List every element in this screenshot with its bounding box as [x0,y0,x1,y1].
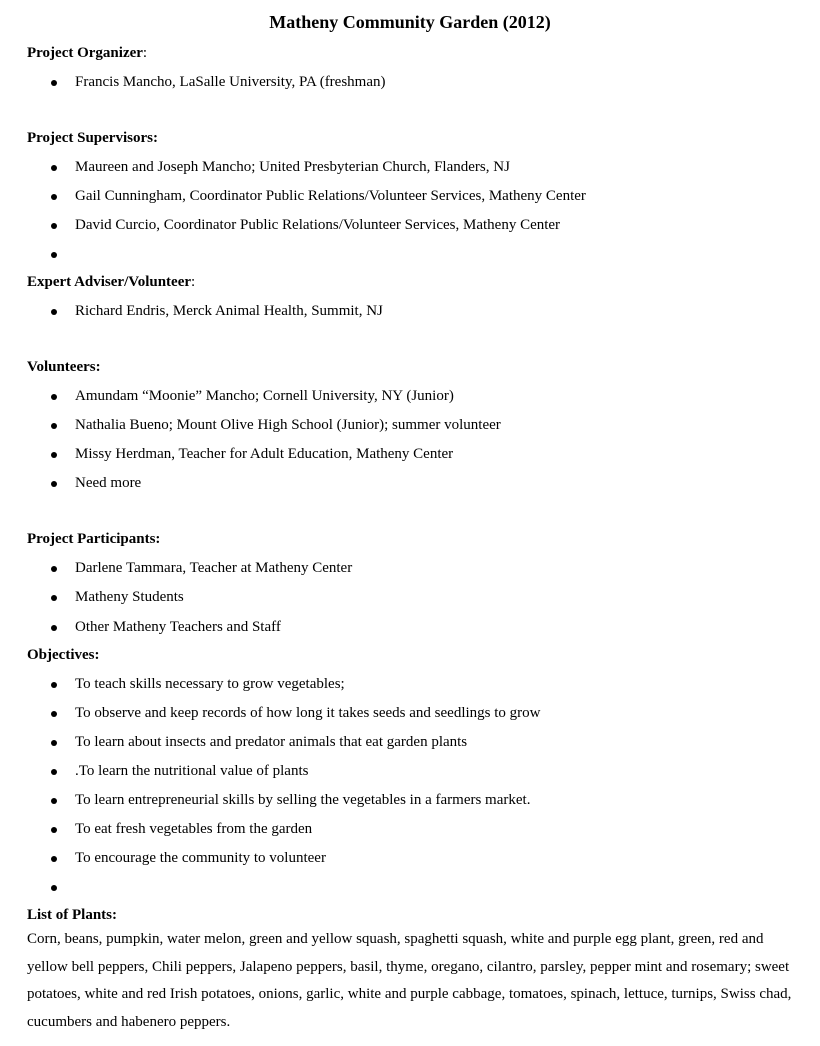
volunteer-item: Missy Herdman, Teacher for Adult Education, Matheny Center [75,446,454,462]
bullet-icon [51,423,57,429]
bullet-icon [51,566,57,572]
adviser-heading [27,274,195,291]
volunteer-item: Amundam “Moonie” Mancho; Cornell University, NY (Junior) [75,388,454,404]
bullet-icon [51,165,57,171]
participants-heading: Project Participants: [27,531,161,547]
volunteer-item: Need more [75,475,142,491]
supervisor-item: Gail Cunningham, Coordinator Public Relations/Volunteer Services, Matheny Center [75,188,586,204]
bullet-icon [51,827,57,833]
adviser-heading-text: Expert Adviser/Volunteer [27,274,192,290]
objectives-heading: Objectives: [27,647,100,663]
organizer-heading [27,45,147,62]
bullet-icon [51,885,57,891]
bullet-icon [51,394,57,400]
volunteers-heading: Volunteers: [27,359,101,375]
bullet-icon [51,252,57,258]
bullet-icon [51,481,57,487]
volunteer-item: Nathalia Bueno; Mount Olive High School (Junior); summer volunteer [75,417,501,433]
supervisor-item: David Curcio, Coordinator Public Relations/Volunteer Services, Matheny Center [75,217,561,233]
participant-item: Matheny Students [75,589,184,605]
bullet-icon [51,740,57,746]
objective-item: To learn about insects and predator animals that eat garden plants [75,734,468,750]
objective-item: To encourage the community to volunteer [75,850,326,866]
objective-item: .To learn the nutritional value of plants [75,763,309,779]
bullet-icon [51,625,57,631]
plants-paragraph: Corn, beans, pumpkin, water melon, green and yellow squash, spaghetti squash, white and purple egg plant, green, red and yellow bell peppers, Chili peppers, Jalapeno peppers, basil, thyme, oregano, cilantro, parsley, pepper mint and rosemary; sweet potatoes, white and red Irish potatoes, onions, garlic, white and purple cabbage, tomatoes, spinach, lettuce, turnips, Swiss chad, cucumbers and habenero peppers. [27,931,792,1030]
bullet-icon [51,452,57,458]
objective-item: To learn entrepreneurial skills by selling the vegetables in a farmers market. [75,792,531,808]
bullet-icon [51,798,57,804]
objective-item: To teach skills necessary to grow vegetables; [75,676,345,692]
participant-item: Other Matheny Teachers and Staff [75,619,281,635]
bullet-icon [51,80,57,86]
bullet-icon [51,711,57,717]
adviser-heading-colon: : [191,274,196,290]
organizer-heading-colon: : [142,45,148,61]
supervisor-item: Maureen and Joseph Mancho; United Presbyterian Church, Flanders, NJ [75,159,510,175]
bullet-icon [51,595,57,601]
supervisors-heading: Project Supervisors: [27,130,158,146]
bullet-icon [51,856,57,862]
bullet-icon [51,223,57,229]
organizer-heading-text: Project Organizer [27,45,143,61]
bullet-icon [51,769,57,775]
organizer-item: Francis Mancho, LaSalle University, PA (freshman) [75,74,386,90]
bullet-icon [51,309,57,315]
bullet-icon [51,194,57,200]
objective-item: To observe and keep records of how long it takes seeds and seedlings to grow [75,705,541,721]
plants-heading: List of Plants: [27,907,117,923]
adviser-item: Richard Endris, Merck Animal Health, Summit, NJ [75,303,383,319]
objective-item: To eat fresh vegetables from the garden [75,821,313,837]
document-title: Matheny Community Garden (2012) [269,12,551,32]
bullet-icon [51,682,57,688]
participant-item: Darlene Tammara, Teacher at Matheny Center [75,560,353,576]
